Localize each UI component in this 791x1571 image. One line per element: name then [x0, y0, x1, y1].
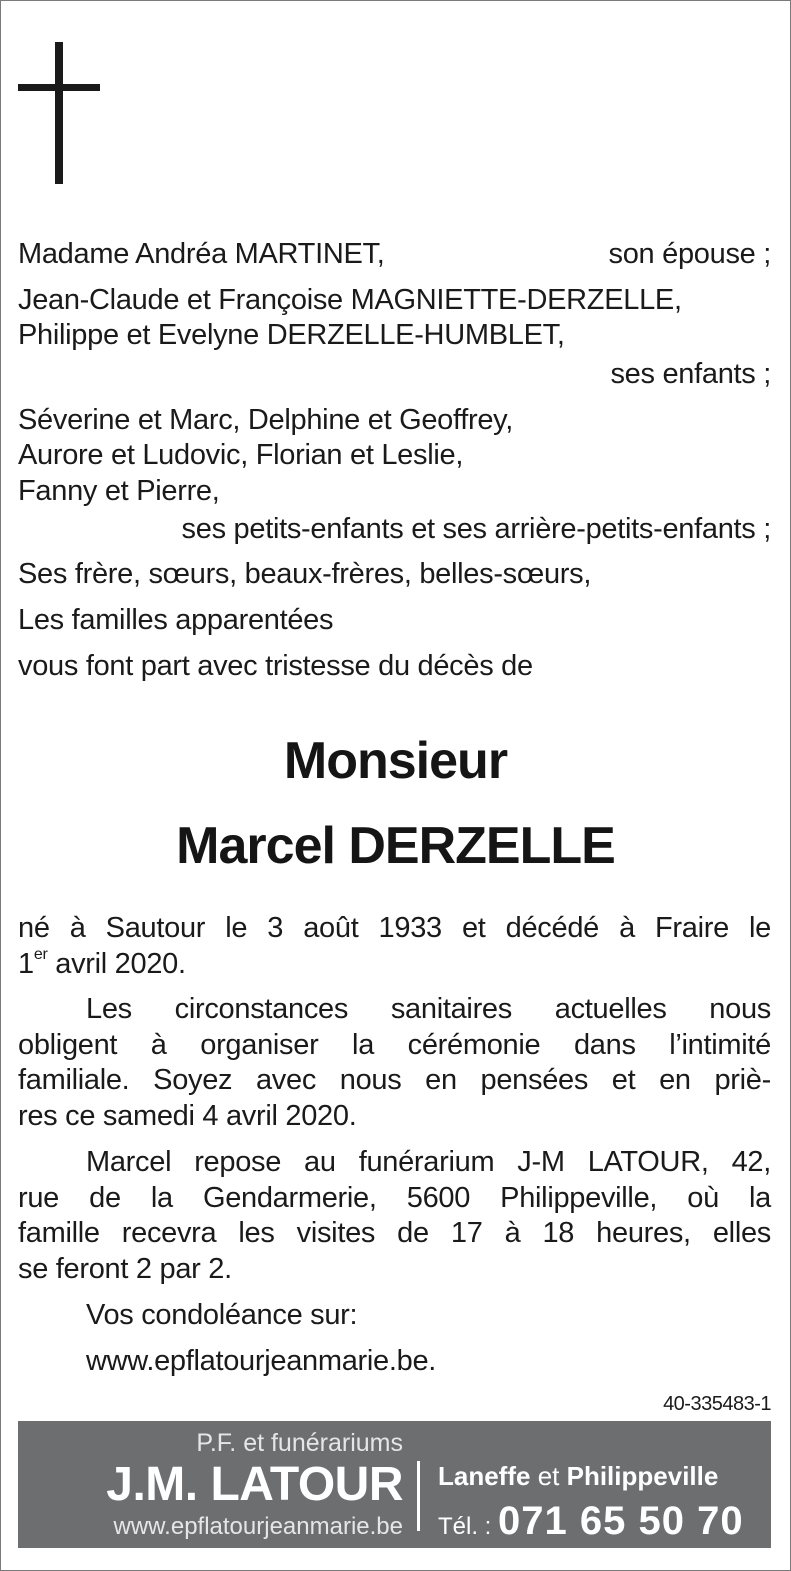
visitation-line-1: Marcel repose au funérarium J-M LATOUR, 42, — [86, 1146, 771, 1178]
death-date-line: 1er avril 2020. — [18, 946, 186, 980]
family-children-role: ses enfants ; — [610, 358, 771, 390]
visitation-line-4: se feront 2 par 2. — [18, 1253, 232, 1285]
banner-url[interactable]: www.epflatourjeanmarie.be — [113, 1513, 403, 1540]
ceremony-line-3: familiale. Soyez avec nous en pensées et en priè- — [18, 1064, 771, 1096]
birth-death-line: né à Sautour le 3 août 1933 et décédé à Fraire le — [18, 912, 771, 944]
reference-number: 40-335483-1 — [663, 1393, 771, 1415]
family-siblings: Ses frère, sœurs, beaux-frères, belles-sœurs, — [18, 558, 592, 590]
condolences-url[interactable]: www.epflatourjeanmarie.be. — [86, 1345, 437, 1377]
visitation-line-2: rue de la Gendarmerie, 5600 Philippeville, où la — [18, 1182, 771, 1214]
deceased-name: Marcel DERZELLE — [176, 817, 615, 875]
visitation-line-3: famille recevra les visites de 17 à 18 heures, elles — [18, 1217, 771, 1249]
ceremony-line-2: obligent à organiser la cérémonie dans l’intimité — [18, 1029, 771, 1061]
banner-divider — [417, 1461, 420, 1531]
announcement-line: vous font part avec tristesse du décès de — [18, 650, 533, 682]
deceased-title: Monsieur — [283, 732, 508, 790]
family-relatives: Les familles apparentées — [18, 604, 334, 636]
family-spouse-name: Madame Andréa MARTINET, — [18, 238, 385, 270]
family-child-2: Philippe et Evelyne DERZELLE-HUMBLET, — [18, 319, 565, 351]
family-grandchildren-2: Aurore et Ludovic, Florian et Leslie, — [18, 439, 464, 471]
banner-locations: Laneffe et Philippeville — [438, 1461, 719, 1491]
family-child-1: Jean-Claude et Françoise MAGNIETTE-DERZELLE, — [18, 284, 682, 316]
banner-phone[interactable]: Tél. : 071 65 50 70 — [438, 1499, 744, 1543]
family-spouse-role: son épouse ; — [608, 238, 771, 270]
family-grandchildren-3: Fanny et Pierre, — [18, 475, 220, 507]
family-grandchildren-role: ses petits-enfants et ses arrière-petits-enfants ; — [181, 513, 771, 545]
family-grandchildren-1: Séverine et Marc, Delphine et Geoffrey, — [18, 404, 513, 436]
ceremony-line-4: res ce samedi 4 avril 2020. — [18, 1100, 357, 1132]
banner-subtitle: P.F. et funérariums — [196, 1429, 403, 1457]
ceremony-line-1: Les circonstances sanitaires actuelles nous — [86, 993, 771, 1025]
funeral-home-banner — [18, 1421, 771, 1548]
banner-brand: J.M. LATOUR — [106, 1458, 403, 1511]
condolences-label: Vos condoléance sur: — [86, 1299, 358, 1331]
